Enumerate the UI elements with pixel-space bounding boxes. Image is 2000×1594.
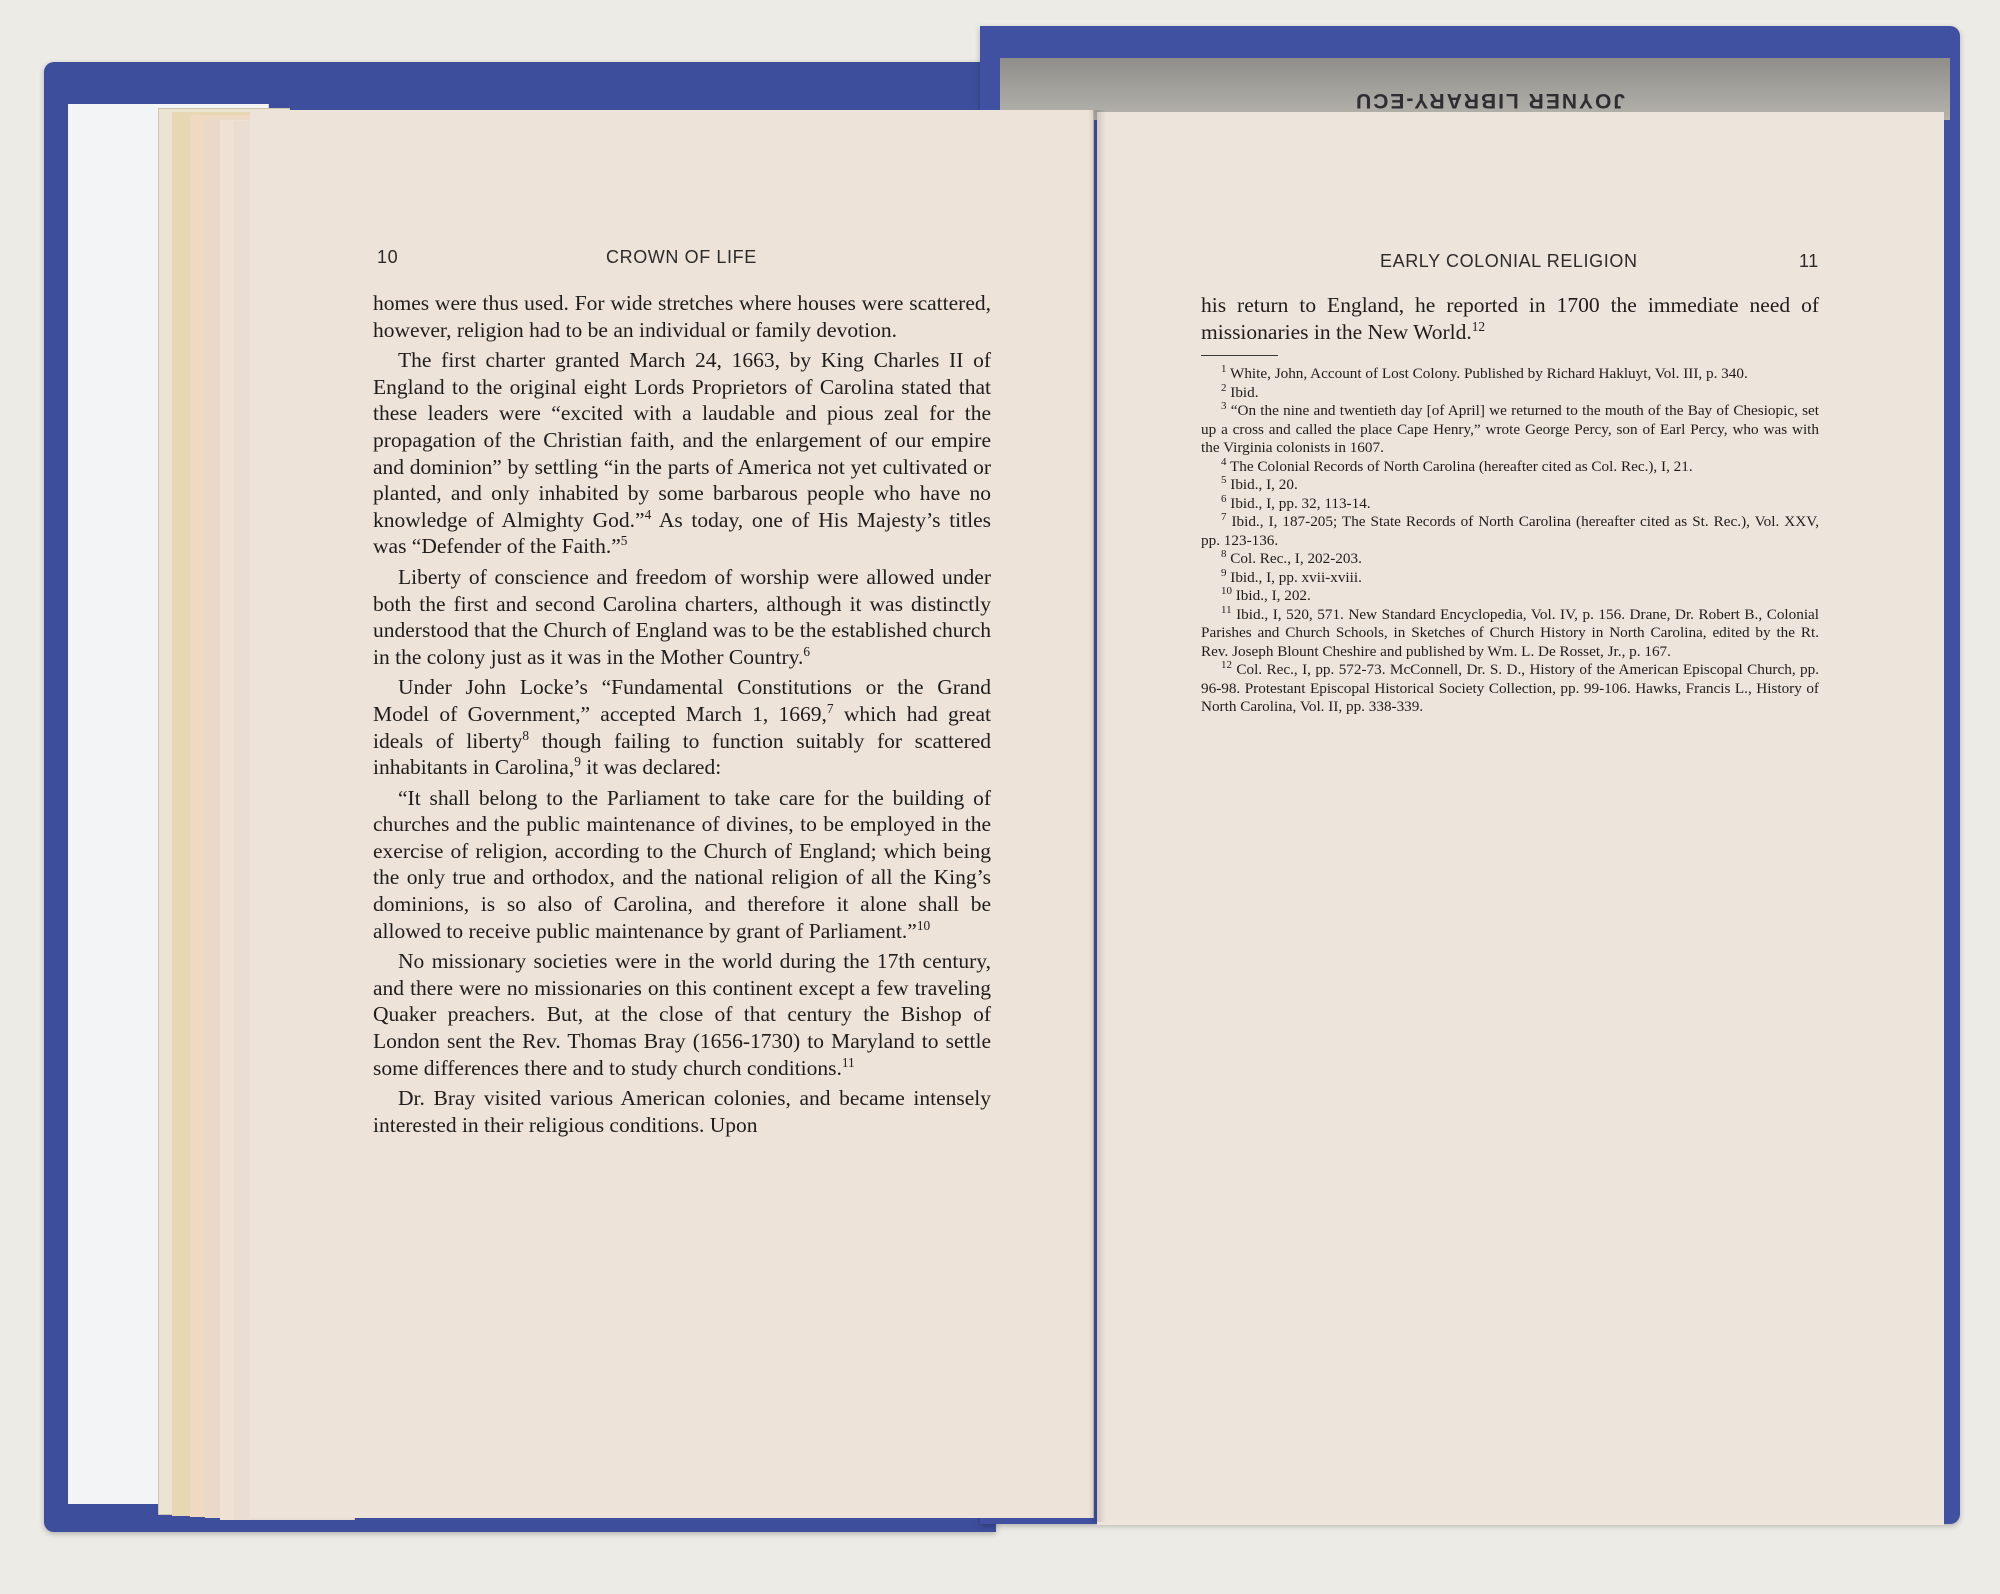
footnote: $^6$ Ibid., I, pp. 32, 113-14. — [1221, 492, 1371, 512]
note-ref: 8 — [522, 727, 530, 743]
footnote: $^1$ White, John, Account of Lost Colony. Published by Richard Hakluyt, Vol. III, p. 340. — [1221, 362, 1748, 382]
paragraph: Liberty of conscience and freedom of worship were allowed under both the first and second Carolina charters, although it was distinctly understood that the Church of England was to be the established church in the colony just as it was in the Mother Country.$^6$ — [373, 564, 991, 669]
block-quote: “It shall belong to the Parliament to take care for the building of churches and the public maintenance of divines, to be employed in the exercise of religion, according to the Church of England; which being the only true and orthodox, and the national religion of all the King’s dominions, is so also of Carolina, and therefore it alone shall be allowed to receive public maintenance by grant of Parliament.”$^{10}$ — [373, 785, 991, 943]
note-ref: 11 — [841, 1054, 855, 1070]
right-running-head: EARLY COLONIAL RELIGION — [1380, 251, 1638, 271]
note-ref: 7 — [826, 700, 834, 716]
left-running-head: CROWN OF LIFE — [606, 247, 757, 267]
book-gutter — [1088, 110, 1106, 1522]
right-page-body: his return to England, he reported in 1700 the immediate need of missionaries in the New World.$^{12}$ — [1201, 293, 1819, 344]
library-stamp: JOYNER LIBRARY-ECU — [1354, 89, 1625, 112]
left-page-number: 10 — [377, 247, 399, 267]
paragraph: The first charter granted March 24, 1663, by King Charles II of England to the original eight Lords Proprietors of Carolina stated that these leaders were “excited with a laudable and pious zeal for the propagation of the Christian faith, and the enlargement of our empire and dominion” by settling “in the parts of America not yet cultivated or planted, and only inhabited by some barbarous people who have no knowledge of Almighty God.”$^4$ As today, one of His Majesty’s titles was “Defender of the Faith.”$^5$ — [373, 348, 991, 559]
footnote: $^{10}$ Ibid., I, 202. — [1221, 584, 1311, 604]
note-ref: 6 — [803, 643, 811, 659]
footnote-rule — [1201, 355, 1278, 356]
footnote: $^5$ Ibid., I, 20. — [1221, 473, 1298, 493]
footnote: $^8$ Col. Rec., I, 202-203. — [1221, 547, 1362, 567]
right-page-number: 11 — [1799, 251, 1819, 271]
footnotes — [1201, 362, 1820, 717]
note-ref: 10 — [916, 917, 931, 933]
paragraph: Under John Locke’s “Fundamental Constitutions or the Grand Model of Government,” accepted March 1, 1669,$^7$ which had great ideals of liberty$^8$ though failing to function suitably for scattered inhabitants in Carolina,$^9$ it was declared: — [373, 675, 992, 780]
footnote: $^{11}$ Ibid., I, 520, 571. New Standard Encyclopedia, Vol. IV, p. 156. Drane, Dr. Robert B., Colonial Parishes and Church Schools, in Sketches of Church History in North Carolina, edited by the Rt. Rev. Joseph Blount Cheshire and published by Wm. L. De Rosset, Jr., p. 167. — [1201, 603, 1820, 660]
footnote: $^9$ Ibid., I, pp. xvii-xviii. — [1221, 566, 1362, 586]
footnote: $^7$ Ibid., I, 187-205; The State Records of North Carolina (hereafter cited as St. Rec.), Vol. XXV, pp. 123-136. — [1201, 510, 1819, 549]
paragraph: homes were thus used. For wide stretches where houses were scattered, however, religion had to be an individual or family devotion. — [373, 291, 991, 342]
note-ref: 4 — [644, 506, 652, 522]
left-page-body — [373, 290, 991, 1138]
note-ref: 9 — [574, 753, 581, 769]
footnote: $^{12}$ Col. Rec., I, pp. 572-73. McConnell, Dr. S. D., History of the American Episcopal Church, pp. 96-98. Protestant Episcopal Historical Society Collection, pp. 99-106. Hawks, Francis L., History of North Carolina, Vol. II, pp. 338-339. — [1201, 658, 1820, 715]
note-ref: 12 — [1471, 318, 1486, 334]
footnote: $^4$ The Colonial Records of North Carolina (hereafter cited as Col. Rec.), I, 21. — [1221, 455, 1693, 475]
paragraph: Dr. Bray visited various American colonies, and became intensely interested in their religious conditions. Upon — [373, 1086, 991, 1137]
footnote: $^3$ “On the nine and twentieth day [of April] we returned to the mouth of the Bay of Chesiopic, set up a cross and called the place Cape Henry,” wrote George Percy, son of Earl Percy, who was with the Virginia colonists in 1607. — [1201, 399, 1819, 456]
footnote: $^2$ Ibid. — [1221, 381, 1259, 401]
paragraph: No missionary societies were in the world during the 17th century, and there were no missionaries on this continent except a few traveling Quaker preachers. But, at the close of that century the Bishop of London sent the Rev. Thomas Bray (1656-1730) to Maryland to settle some differences there and to study church conditions.$^{11}$ — [373, 949, 991, 1080]
note-ref: 5 — [620, 533, 628, 549]
